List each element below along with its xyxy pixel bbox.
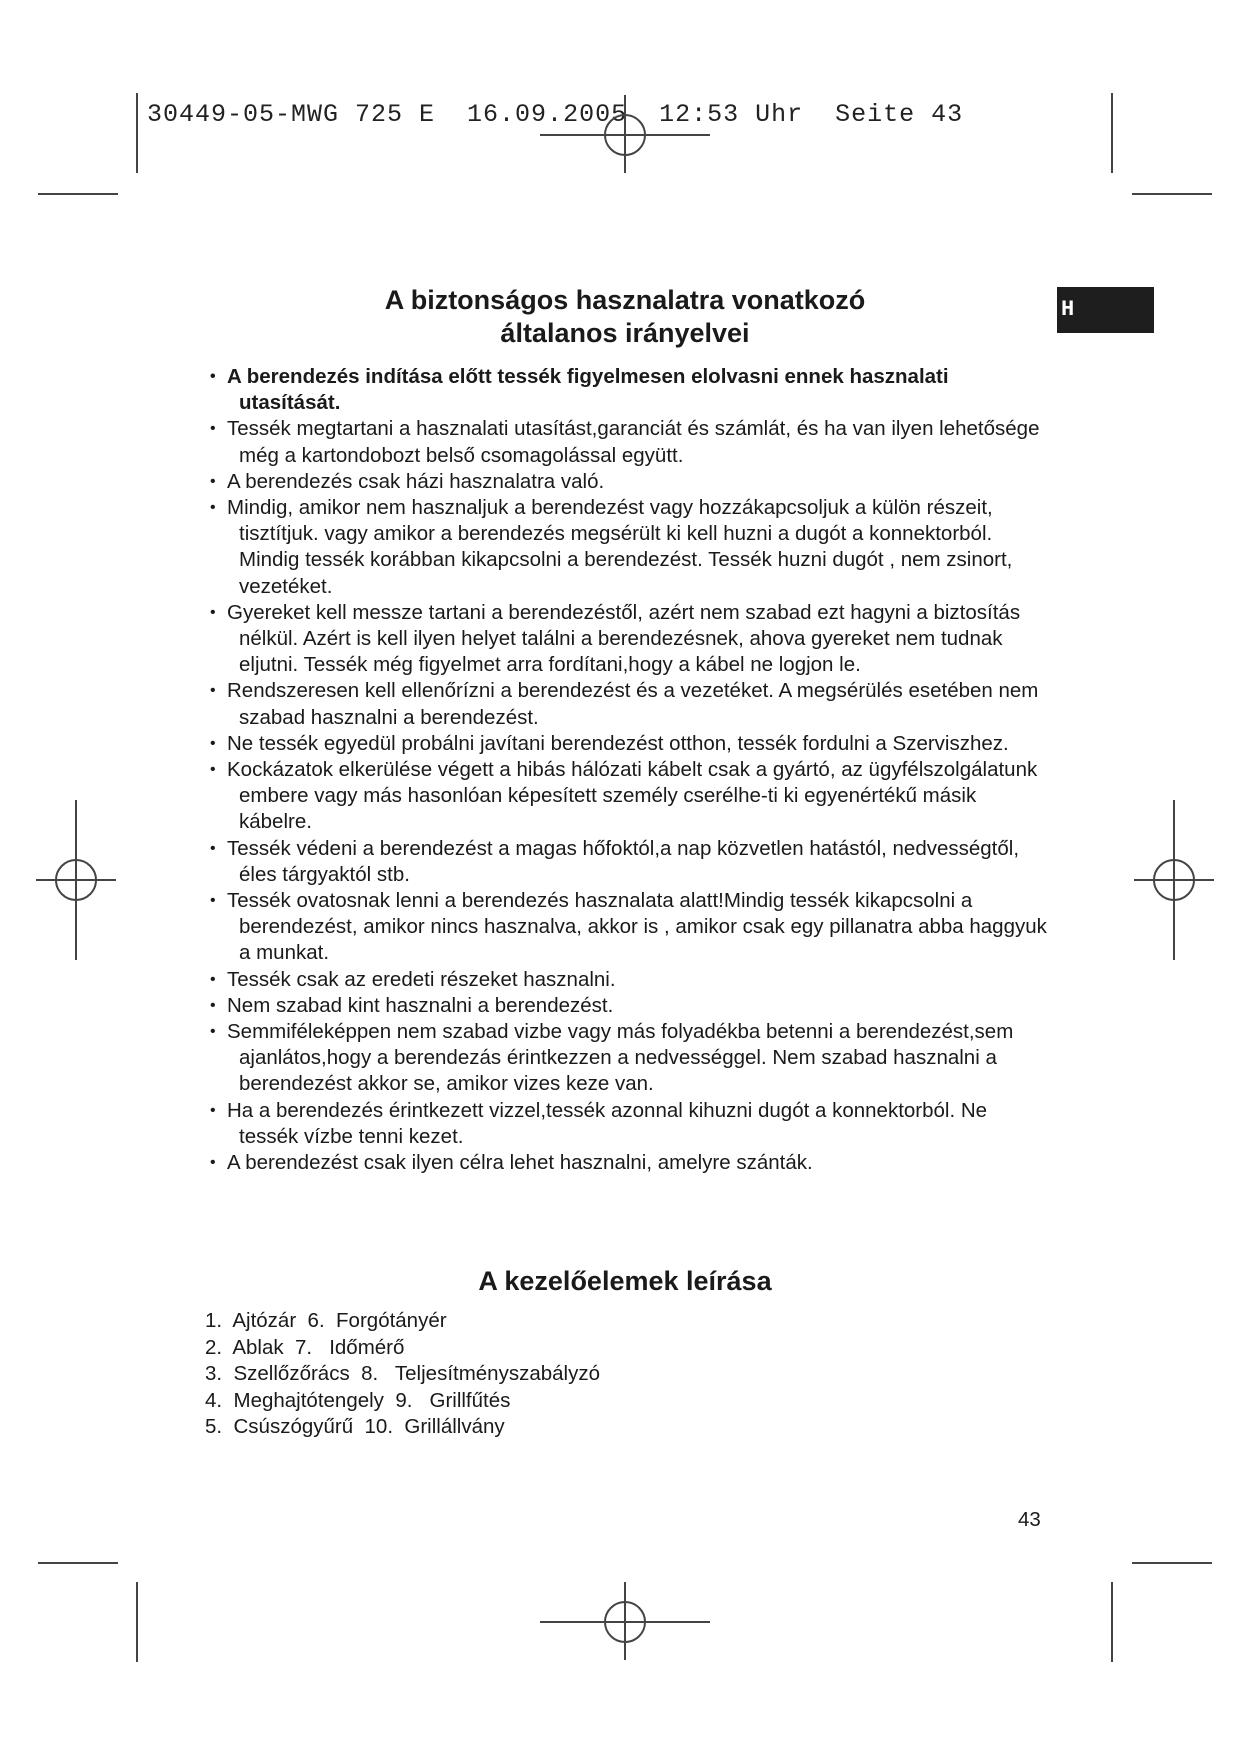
list-item: • A berendezést csak ilyen célra lehet hasznalni, amelyre szánták. — [210, 1150, 1050, 1176]
language-tab: H — [1057, 287, 1154, 333]
list-item: • A berendezés csak házi hasznalatra való. — [210, 469, 1050, 495]
controls-heading: A kezelőelemek leírása — [478, 1266, 772, 1296]
section-title — [250, 284, 1000, 350]
registration-mark-left-icon — [36, 800, 116, 960]
list-item: 5. Csúszógyűrű 10. Grillállvány — [205, 1415, 505, 1439]
crop-mark — [1132, 193, 1212, 195]
section-title-line: általanos irányelvei — [500, 318, 750, 348]
list-item: • Kockázatok elkerülése végett a hibás hálózati kábelt csak a gyártó, az ügyfélszolgálatunk embere vagy más hasonlóan képesített személy cserélhe-ti ki egyenértékű másik kábelre. — [210, 757, 1050, 836]
crop-mark — [136, 93, 138, 173]
list-item: • Ne tessék egyedül probálni javítani berendezést otthon, tessék fordulni a Szerviszhez. — [210, 731, 1050, 757]
section-title-line: A biztonságos hasznalatra vonatkozó — [384, 285, 866, 315]
list-item: • A berendezés indítása előtt tessék figyelmesen elolvasni ennek hasznalati utasítását. — [210, 364, 1050, 416]
print-slug: 30449-05-MWG 725 E 16.09.2005 12:53 Uhr Seite 43 — [147, 100, 964, 129]
controls-list — [205, 1308, 600, 1441]
page-number: 43 — [1018, 1508, 1041, 1531]
crop-mark — [1111, 93, 1113, 173]
crop-mark — [136, 1582, 138, 1662]
list-item: 2. Ablak 7. Időmérő — [205, 1335, 405, 1359]
registration-mark-top-icon — [540, 95, 710, 175]
list-item: 3. Szellőzőrács 8. Teljesítményszabályzó — [205, 1362, 600, 1386]
registration-mark-bottom-icon — [540, 1582, 710, 1662]
registration-mark-right-icon — [1134, 800, 1214, 960]
list-item: • Tessék csak az eredeti részeket hasznalni. — [210, 967, 1050, 993]
crop-mark — [1111, 1582, 1113, 1662]
list-item: • Gyereket kell messze tartani a berendezéstől, azért nem szabad ezt hagyni a biztosítás nélkül. Azért is kell ilyen helyet találni a berendezésnek, ahova gyereket nem tudnak eljutni. Tessék még figyelmet arra fordítani,hogy a kábel ne logjon le. — [210, 600, 1050, 679]
list-item: • Rendszeresen kell ellenőrízni a berendezést és a vezetéket. A megsérülés esetében nem szabad hasznalni a berendezést. — [210, 678, 1050, 730]
list-item: • Ha a berendezés érintkezett vizzel,tessék azonnal kihuzni dugót a konnektorból. Ne tessék vízbe tenni kezet. — [210, 1098, 1050, 1150]
list-item: • Tessék megtartani a hasznalati utasítást,garanciát és számlát, és ha van ilyen lehetősége még a kartondobozt belső csomagolással együtt. — [210, 416, 1050, 468]
crop-mark — [38, 193, 118, 195]
list-item: • Tessék védeni a berendezést a magas hőfoktól,a nap közvetlen hatástól, nedvességtől, éles tárgyaktól stb. — [210, 836, 1050, 888]
list-item: • Nem szabad kint hasznalni a berendezést. — [210, 993, 1050, 1019]
crop-mark — [38, 1562, 118, 1564]
list-item: • Semmiféleképpen nem szabad vizbe vagy más folyadékba betenni a berendezést,sem ajanlátos,hogy a berendezás érintkezzen a nedvességgel. Nem szabad hasznalni a berendezést akkor se, amikor vizes keze van. — [210, 1019, 1050, 1098]
list-item: 4. Meghajtótengely 9. Grillfűtés — [205, 1388, 511, 1412]
safety-rules-list — [210, 364, 1050, 1176]
list-item: • Tessék ovatosnak lenni a berendezés hasznalata alatt!Mindig tessék kikapcsolni a berendezést, amikor nincs hasznalva, akkor is , amikor csak egy pillanatra abba haggyuk a munkat. — [210, 888, 1050, 967]
list-item: • Mindig, amikor nem hasznaljuk a berendezést vagy hozzákapcsoljuk a külön részeit, tisztítjuk. vagy amikor a berendezés megsérült ki kell huzni a dugót a konnektorból. Mindig tessék korábban kikapcsolni a berendezést. Tessék huzni dugót , nem zsinort, vezetéket. — [210, 495, 1050, 600]
crop-mark — [1132, 1562, 1212, 1564]
list-item: 1. Ajtózár 6. Forgótányér — [205, 1309, 447, 1332]
